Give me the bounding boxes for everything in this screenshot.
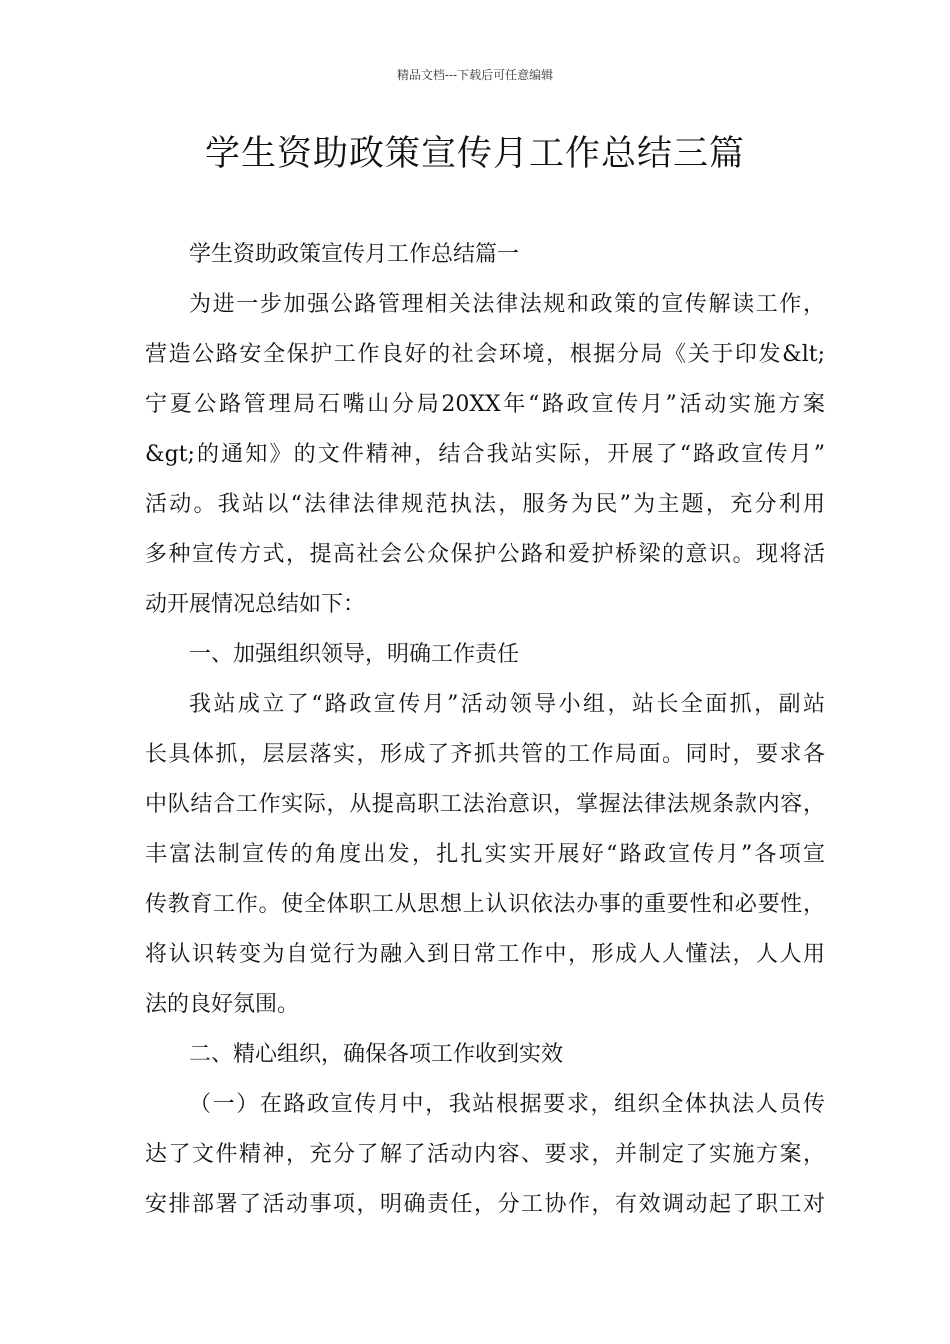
text-line: 多种宣传方式，提高社会公众保护公路和爱护桥梁的意识。现将活 [145,542,825,567]
document-title: 学生资助政策宣传月工作总结三篇 [204,134,745,174]
text-line: （一）在路政宣传月中，我站根据要求，组织全体执法人员传 [189,1092,825,1117]
document-body [145,230,825,1230]
text-line: 营造公路安全保护工作良好的社会环境，根据分局《关于印发&lt; [145,342,825,367]
header-note: 精品文档---下载后可任意编辑 [396,68,554,82]
text-line: 动开展情况总结如下： [145,592,366,617]
text-line: 学生资助政策宣传月工作总结篇一 [189,242,520,267]
text-line: 为进一步加强公路管理相关法律法规和政策的宣传解读工作， [189,292,825,317]
text-line: 将认识转变为自觉行为融入到日常工作中，形成人人懂法，人人用 [145,942,825,967]
text-line: 安排部署了活动事项，明确责任，分工协作，有效调动起了职工对 [145,1192,825,1217]
text-line: 达了文件精神，充分了解了活动内容、要求，并制定了实施方案， [145,1142,825,1167]
text-line: 丰富法制宣传的角度出发，扎扎实实开展好“路政宣传月”各项宣 [145,842,825,867]
text-line: 法的良好氛围。 [145,992,300,1017]
text-line: 长具体抓，层层落实，形成了齐抓共管的工作局面。同时，要求各 [145,742,825,767]
text-line: 一、加强组织领导，明确工作责任 [189,642,520,667]
text-line: 二、精心组织，确保各项工作收到实效 [189,1042,564,1067]
text-line: 传教育工作。使全体职工从思想上认识依法办事的重要性和必要性， [145,892,825,917]
text-line: &gt;的通知》的文件精神，结合我站实际，开展了“路政宣传月” [145,442,825,467]
text-line: 中队结合工作实际，从提高职工法治意识，掌握法律法规条款内容， [145,792,825,817]
text-line: 我站成立了“路政宣传月”活动领导小组，站长全面抓，副站 [189,692,825,717]
text-line: 活动。我站以“法律法律规范执法，服务为民”为主题，充分利用 [145,492,825,517]
text-line: 宁夏公路管理局石嘴山分局20XX年“路政宣传月”活动实施方案 [145,392,825,417]
